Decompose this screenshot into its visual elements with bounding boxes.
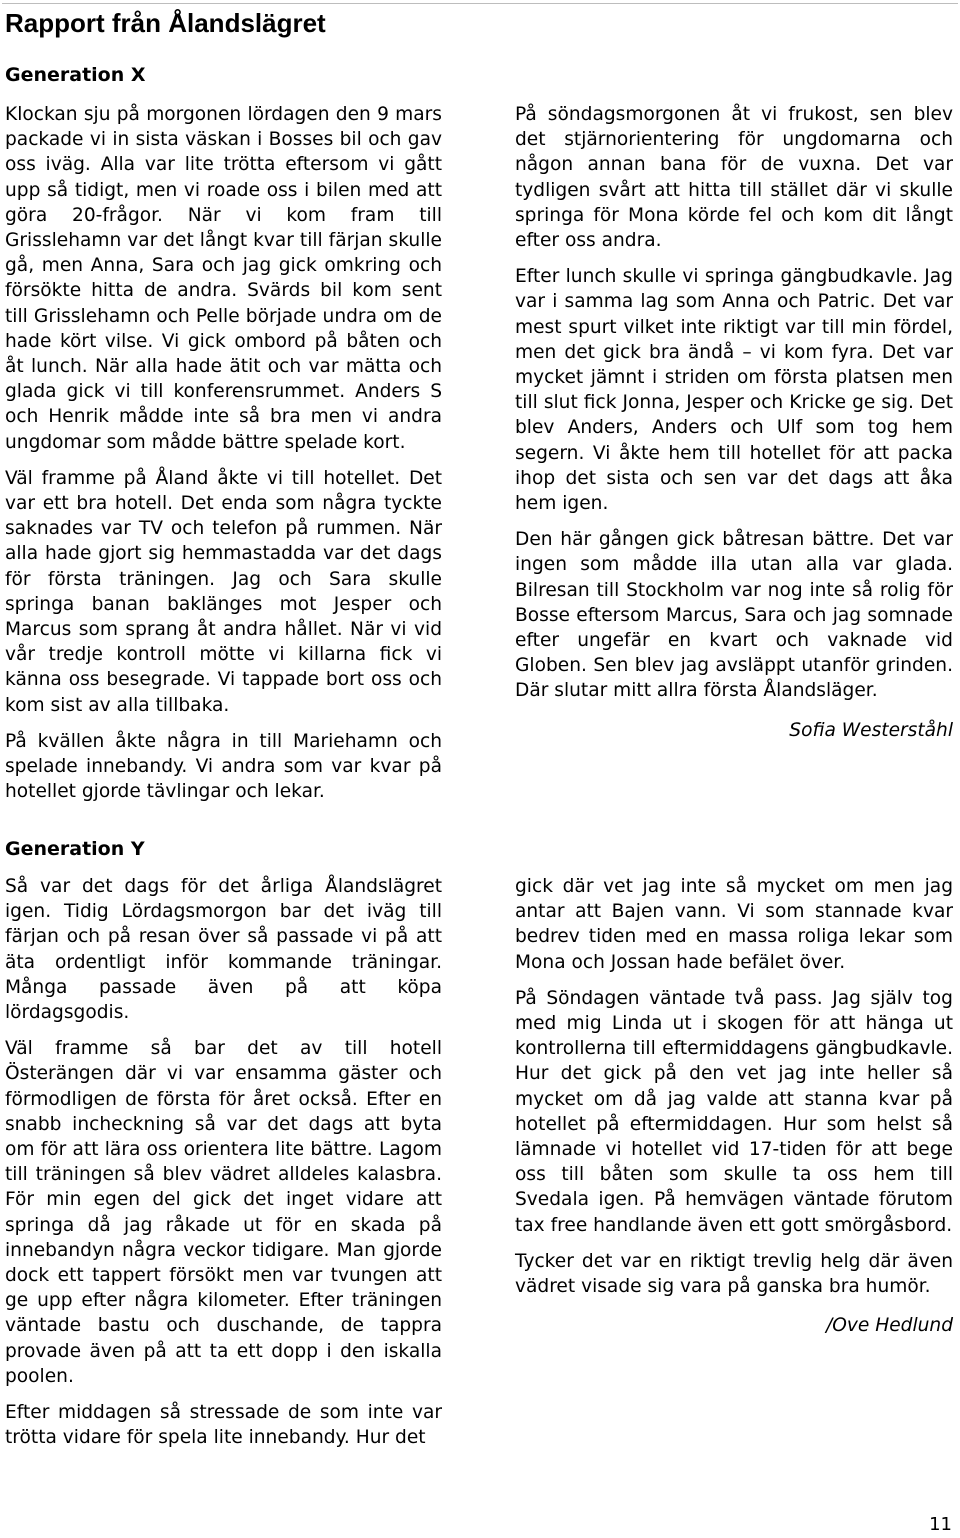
paragraph: gick där vet jag inte så mycket om men jag antar att Bajen vann. Vi som stannade kvar bedrev tiden med en massa roliga lekar som Mona och Jossan hade befälet över. <box>515 876 953 973</box>
author-signature: /Ove Hedlund <box>825 1315 953 1337</box>
paragraph: Så var det dags för det årliga Ålandslägret igen. Tidig Lördagsmorgon bar det iväg till färjan och på resan över så passade vi på att äta ordentligt inför kommande träningar. Många passade även på att köpa lördagsgodis. <box>5 876 442 1024</box>
author-signature: Sofia Westerståhl <box>789 719 953 741</box>
top-rule <box>2 3 958 4</box>
section-y-right-column <box>515 874 953 1338</box>
section-x-right-column <box>515 102 953 743</box>
paragraph: Väl framme på Åland åkte vi till hotellet. Det var ett bra hotell. Det enda som några tyckte saknades var TV och telefon på rummen. När alla hade gjort sig hemmastadda var det dags för första träningen. Jag och Sara skulle springa banan baklänges mot Jesper och Marcus som sprang åt andra hållet. När vi vid vår tredje kontroll mötte vi killarna fick vi känna oss besegrade. Vi tappade bort oss och kom sist av alla tillbaka. <box>5 467 442 716</box>
section-y-left-column <box>5 874 442 1461</box>
paragraph: Väl framme så bar det av till hotell Österängen där vi var ensamma gäster och förmodligen de första för året också. Efter en snabb incheckning så var det dags att byta om för att lära oss orientera lite bättre. Lagom till träningen så blev vädret alldeles kalasbra. För min egen del gick det inget vidare att springa då jag råkade ut för en skada på innebandyn några veckor tidigare. Man gjorde dock ett tappert försökt men var tvungen att ge upp efter några kilometer. Efter träningen väntade bastu och duschande, de tappra provade även på att ta ett dopp i den iskalla poolen. <box>5 1038 442 1387</box>
section-heading-generation-x: Generation X <box>5 64 146 86</box>
paragraph: Efter lunch skulle vi springa gängbudkavle. Jag var i samma lag som Anna och Patric. Det var mest spurt vilket inte riktigt var till min fördel, men det gick bra ändå – vi kom fyra. Det var mycket jämnt i striden om första platsen men till slut fick Jonna, Jesper och Kricke ge sig. Det blev Anders, Anders och Ulf som tog hem segern. Vi åkte hem till hotellet för att packa ihop det sista och sen var det dags att åka hem igen. <box>515 266 953 515</box>
section-x-left-column <box>5 102 442 815</box>
paragraph: Den här gången gick båtresan bättre. Det var ingen som mådde illa utan alla var glada. Bilresan till Stockholm var nog inte så rolig för Bosse eftersom Marcus, Sara och jag somnade efter ungefär en kvart och vaknade vid Globen. Sen blev jag avsläppt utanför grinden. Där slutar mitt allra första Ålandsläger. <box>515 529 953 702</box>
paragraph: På söndagsmorgonen åt vi frukost, sen blev det stjärnorientering för ungdomarna och någon annan bana för de vuxna. Det var tydligen svårt att hitta till stället där vi skulle springa för Mona körde fel och kom dit långt efter oss andra. <box>515 104 953 252</box>
paragraph: På kvällen åkte några in till Mariehamn och spelade innebandy. Vi andra som var kvar på hotellet gjorde tävlingar och lekar. <box>5 730 442 803</box>
paragraph: Efter middagen så stressade de som inte var trötta vidare för spela lite innebandy. Hur det <box>5 1402 442 1449</box>
page-title: Rapport från Ålandslägret <box>5 8 326 38</box>
paragraph: På Söndagen väntade två pass. Jag själv tog med mig Linda ut i skogen för att hänga ut kontrollerna till eftermiddagens gängbudkavle. Hur det gick på den vet jag inte heller så mycket om då jag valde att stanna kvar på hotellet på eftermiddagen. Hur som helst så lämnade vi hotellet vid 17-tiden för att bege oss till båten som skulle ta oss hem till Svedala igen. På hemvägen väntade förutom tax free handlande även ett gott smörgåsbord. <box>515 987 953 1236</box>
paragraph: Klockan sju på morgonen lördagen den 9 mars packade vi in sista väskan i Bosses bil och gav oss iväg. Alla var lite trötta eftersom vi gått upp så tidigt, men vi roade oss i bilen med att göra 20-frågor. När vi kom fram till Grisslehamn var det långt kvar till färjan skulle gå, men Anna, Sara och jag gick omkring och försökte hitta de andra. Svärds bil kom sent till Grisslehamn och Pelle började undra om de hade kört vilse. Vi gick ombord på båten och åt lunch. När alla hade ätit och var mätta och glada gick vi till konferensrummet. Anders S och Henrik mådde inte så bra men vi andra ungdomar som mådde bättre spelade kort. <box>5 104 442 453</box>
page-number: 11 <box>929 1514 952 1535</box>
paragraph: Tycker det var en riktigt trevlig helg där även vädret visade sig vara på ganska bra humör. <box>515 1250 953 1298</box>
section-heading-generation-y: Generation Y <box>5 838 145 860</box>
